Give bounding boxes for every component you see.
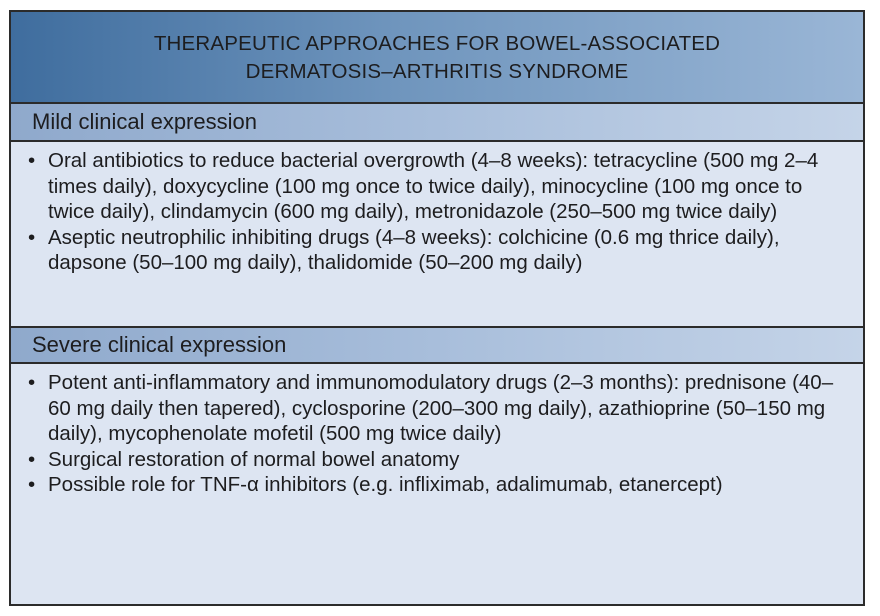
list-item-text: Surgical restoration of normal bowel anatomy	[48, 447, 460, 471]
table-title-line-2: DERMATOSIS–ARTHRITIS SYNDROME	[245, 60, 629, 83]
therapy-table	[9, 10, 865, 606]
bullet-marker: •	[28, 225, 36, 249]
list-item	[28, 148, 851, 225]
table-title-band	[11, 12, 863, 104]
bullet-marker: •	[28, 473, 36, 496]
section-body-mild	[11, 142, 863, 326]
list-item	[28, 370, 851, 447]
list-item-text: Oral antibiotics to reduce bacterial overgrowth (4–8 weeks): tetracycline (500 mg 2–4 times daily), doxycycline (100 mg once to twice daily), minocycline (100 mg once to twice daily), clindamycin (600 mg daily), metronidazole (250–500 mg twice daily)	[48, 149, 819, 223]
section-body-severe	[11, 364, 863, 502]
bullet-marker: •	[28, 371, 36, 394]
section-heading-mild: Mild clinical expression	[11, 104, 863, 142]
table-title-line-1: THERAPEUTIC APPROACHES FOR BOWEL-ASSOCIATED	[153, 32, 721, 55]
list-item-text: Aseptic neutrophilic inhibiting drugs (4–8 weeks): colchicine (0.6 mg thrice daily), dapsone (50–100 mg daily), thalidomide (50–200 mg daily)	[48, 225, 780, 274]
list-item	[28, 225, 851, 276]
bullet-marker: •	[28, 149, 36, 172]
list-item-text: Potent anti-inflammatory and immunomodulatory drugs (2–3 months): prednisone (40–60 mg daily then tapered), cyclosporine (200–300 mg daily), azathioprine (50–150 mg daily), mycophenolate mofetil (500 mg twice daily)	[48, 371, 834, 445]
section-heading-severe: Severe clinical expression	[11, 326, 863, 364]
list-item	[28, 447, 851, 473]
bullet-marker: •	[28, 447, 36, 471]
list-item-text: Possible role for TNF-α inhibitors (e.g. infliximab, adalimumab, etanercept)	[48, 473, 723, 496]
list-item	[28, 472, 851, 498]
